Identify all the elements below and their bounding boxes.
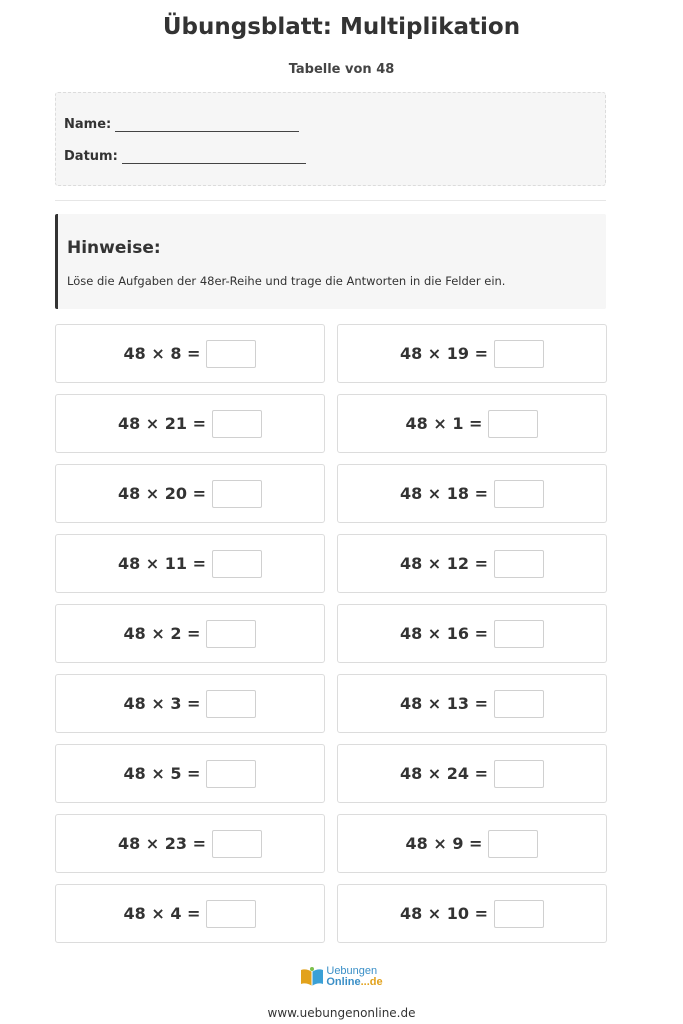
problem-expression: 48 × 2 = bbox=[123, 624, 201, 643]
problem-expression: 48 × 18 = bbox=[399, 484, 489, 503]
answer-input[interactable] bbox=[494, 690, 544, 718]
problem-expression: 48 × 10 = bbox=[399, 904, 489, 923]
problem-card bbox=[55, 884, 325, 943]
answer-input[interactable] bbox=[494, 480, 544, 508]
answer-input[interactable] bbox=[494, 550, 544, 578]
problem-grid bbox=[55, 324, 608, 943]
problem-card bbox=[55, 534, 325, 593]
answer-input[interactable] bbox=[488, 410, 538, 438]
problem-expression: 48 × 16 = bbox=[399, 624, 489, 643]
answer-input[interactable] bbox=[494, 620, 544, 648]
date-row bbox=[64, 149, 306, 164]
hint-title: Hinweise: bbox=[67, 238, 161, 258]
page-title: Übungsblatt: Multiplikation bbox=[162, 14, 521, 40]
name-label: Name: bbox=[64, 117, 112, 132]
problem-expression: 48 × 19 = bbox=[399, 344, 489, 363]
logo-text bbox=[326, 966, 382, 988]
problem-card bbox=[337, 464, 607, 523]
answer-input[interactable] bbox=[494, 900, 544, 928]
problem-card bbox=[337, 744, 607, 803]
hint-text: Löse die Aufgaben der 48er-Reihe und trage die Antworten in die Felder ein. bbox=[67, 274, 506, 288]
answer-input[interactable] bbox=[212, 410, 262, 438]
problem-expression: 48 × 12 = bbox=[399, 554, 489, 573]
problem-card bbox=[337, 394, 607, 453]
logo-line1: Uebungen bbox=[326, 965, 378, 977]
answer-input[interactable] bbox=[212, 550, 262, 578]
date-line[interactable] bbox=[122, 151, 306, 164]
answer-input[interactable] bbox=[206, 620, 256, 648]
answer-input[interactable] bbox=[206, 900, 256, 928]
logo-line2 bbox=[326, 977, 382, 988]
problem-card bbox=[55, 674, 325, 733]
section-divider bbox=[55, 200, 606, 201]
answer-input[interactable] bbox=[488, 830, 538, 858]
problem-card bbox=[55, 324, 325, 383]
problem-card bbox=[55, 394, 325, 453]
name-row bbox=[64, 117, 299, 132]
logo-line2-main: Online bbox=[326, 976, 361, 988]
problem-expression: 48 × 21 = bbox=[117, 414, 207, 433]
answer-input[interactable] bbox=[494, 760, 544, 788]
answer-input[interactable] bbox=[212, 480, 262, 508]
problem-card bbox=[55, 464, 325, 523]
date-label: Datum: bbox=[64, 149, 118, 164]
answer-input[interactable] bbox=[212, 830, 262, 858]
hint-box bbox=[55, 214, 606, 309]
answer-input[interactable] bbox=[206, 760, 256, 788]
problem-card bbox=[337, 534, 607, 593]
problem-card bbox=[337, 324, 607, 383]
problem-expression: 48 × 24 = bbox=[399, 764, 489, 783]
problem-expression: 48 × 9 = bbox=[405, 834, 483, 853]
student-info-box bbox=[55, 92, 606, 186]
answer-input[interactable] bbox=[206, 340, 256, 368]
problem-card bbox=[55, 814, 325, 873]
problem-card bbox=[55, 744, 325, 803]
open-book-icon bbox=[300, 966, 324, 988]
answer-input[interactable] bbox=[206, 690, 256, 718]
page-subtitle: Tabelle von 48 bbox=[288, 62, 395, 77]
problem-expression: 48 × 23 = bbox=[117, 834, 207, 853]
problem-expression: 48 × 5 = bbox=[123, 764, 201, 783]
problem-card bbox=[337, 604, 607, 663]
problem-expression: 48 × 3 = bbox=[123, 694, 201, 713]
problem-expression: 48 × 11 = bbox=[117, 554, 207, 573]
problem-expression: 48 × 1 = bbox=[405, 414, 483, 433]
logo-suffix: ...de bbox=[360, 976, 383, 988]
problem-card bbox=[337, 674, 607, 733]
problem-expression: 48 × 4 = bbox=[123, 904, 201, 923]
footer-url[interactable]: www.uebungenonline.de bbox=[267, 1006, 416, 1020]
site-logo bbox=[0, 966, 683, 988]
problem-expression: 48 × 20 = bbox=[117, 484, 207, 503]
problem-expression: 48 × 8 = bbox=[123, 344, 201, 363]
answer-input[interactable] bbox=[494, 340, 544, 368]
problem-card bbox=[55, 604, 325, 663]
problem-card bbox=[337, 884, 607, 943]
problem-card bbox=[337, 814, 607, 873]
name-line[interactable] bbox=[115, 119, 299, 132]
problem-expression: 48 × 13 = bbox=[399, 694, 489, 713]
